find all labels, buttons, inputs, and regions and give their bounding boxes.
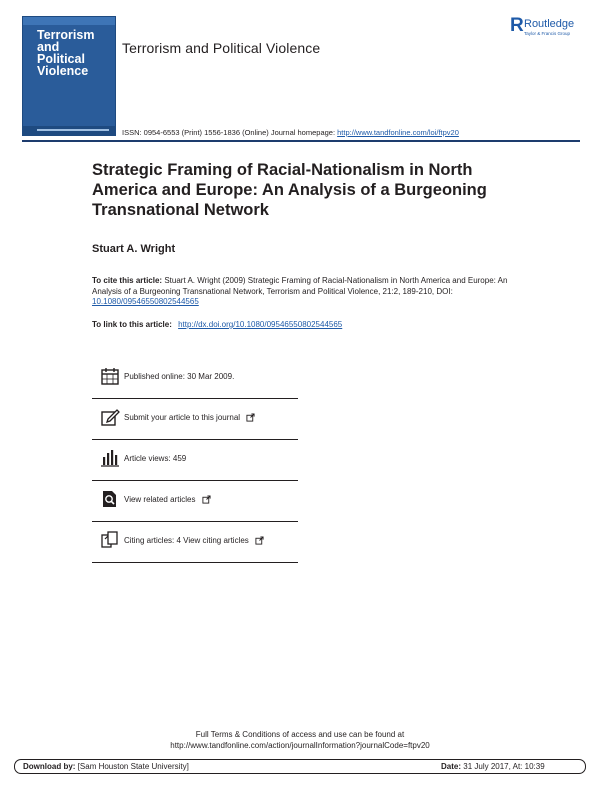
routledge-logo [510,16,590,42]
terms-and-conditions [0,729,600,751]
citing-articles-link[interactable] [124,536,264,545]
issn-line [122,128,459,137]
edit-icon [100,407,120,427]
downloaded-by [23,762,189,771]
submit-article-link[interactable] [124,413,255,422]
search-document-icon [100,489,120,509]
routledge-r-icon: R [510,15,524,36]
cover-top-band [23,17,115,25]
external-link-icon [202,495,211,504]
date-label: Date: [441,762,462,771]
related-articles-link[interactable] [124,495,211,504]
date-value: 31 July 2017, At: 10:39 [463,762,545,771]
article-info-list [92,358,298,563]
terms-url-link[interactable]: http://www.tandfonline.com/action/journalInformation?journalCode=ftpv20 [170,741,430,750]
citing-articles-text: Citing articles: 4 View citing articles [124,536,249,545]
downloaded-by-label: Download by: [23,762,76,771]
article-author: Stuart A. Wright [92,243,176,255]
download-date [441,762,545,771]
cite-label: To cite this article: [92,276,163,285]
article-link-line [92,320,342,329]
bar-chart-icon [100,448,120,468]
article-url-link[interactable]: http://dx.doi.org/10.1080/09546550802544565 [178,320,343,329]
publisher-name: Routledge [524,18,575,30]
related-articles-item[interactable] [92,481,298,522]
journal-homepage-link[interactable]: http://www.tandfonline.com/loi/ftpv20 [337,128,459,137]
submit-article-item[interactable] [92,399,298,440]
doi-link[interactable]: 10.1080/09546550802544565 [92,297,199,306]
link-label: To link to this article: [92,320,172,329]
article-views-item [92,440,298,481]
calendar-icon [100,366,120,386]
published-online-item [92,358,298,399]
cover-title: Terrorism and Political Violence [37,28,95,78]
downloaded-by-value: [Sam Houston State University] [77,762,189,771]
terms-line-1: Full Terms & Conditions of access and use can be found at [195,730,405,739]
external-link-icon [246,413,255,422]
citing-articles-icon [100,530,120,550]
publisher-tagline: Taylor & Francis Group [524,31,571,36]
published-online-text: Published online: 30 Mar 2009. [124,372,235,381]
article-views-text: Article views: 459 [124,454,187,463]
issn-text: ISSN: 0954-6553 (Print) 1556-1836 (Online) Journal homepage: [122,128,336,137]
article-title: Strategic Framing of Racial-Nationalism in North America and Europe: An Analysis of a Burgeoning Transnational Network [92,161,487,219]
cite-text: Stuart A. Wright (2009) Strategic Framing of Racial-Nationalism in North America and Europe: An Analysis of a Burgeoning Transnational Network, Terrorism and Political Violence, 21:2, 189-210, DOI: [92,276,508,296]
citation-block [92,276,512,308]
divider [92,562,298,563]
journal-cover-image [22,16,116,136]
download-info-bar [14,759,586,774]
related-articles-text: View related articles [124,495,196,504]
cover-footer-band [23,126,115,135]
header-divider [22,140,580,142]
citing-articles-item[interactable] [92,522,298,563]
journal-title[interactable]: Terrorism and Political Violence [122,40,321,56]
external-link-icon [255,536,264,545]
submit-article-text: Submit your article to this journal [124,413,241,422]
